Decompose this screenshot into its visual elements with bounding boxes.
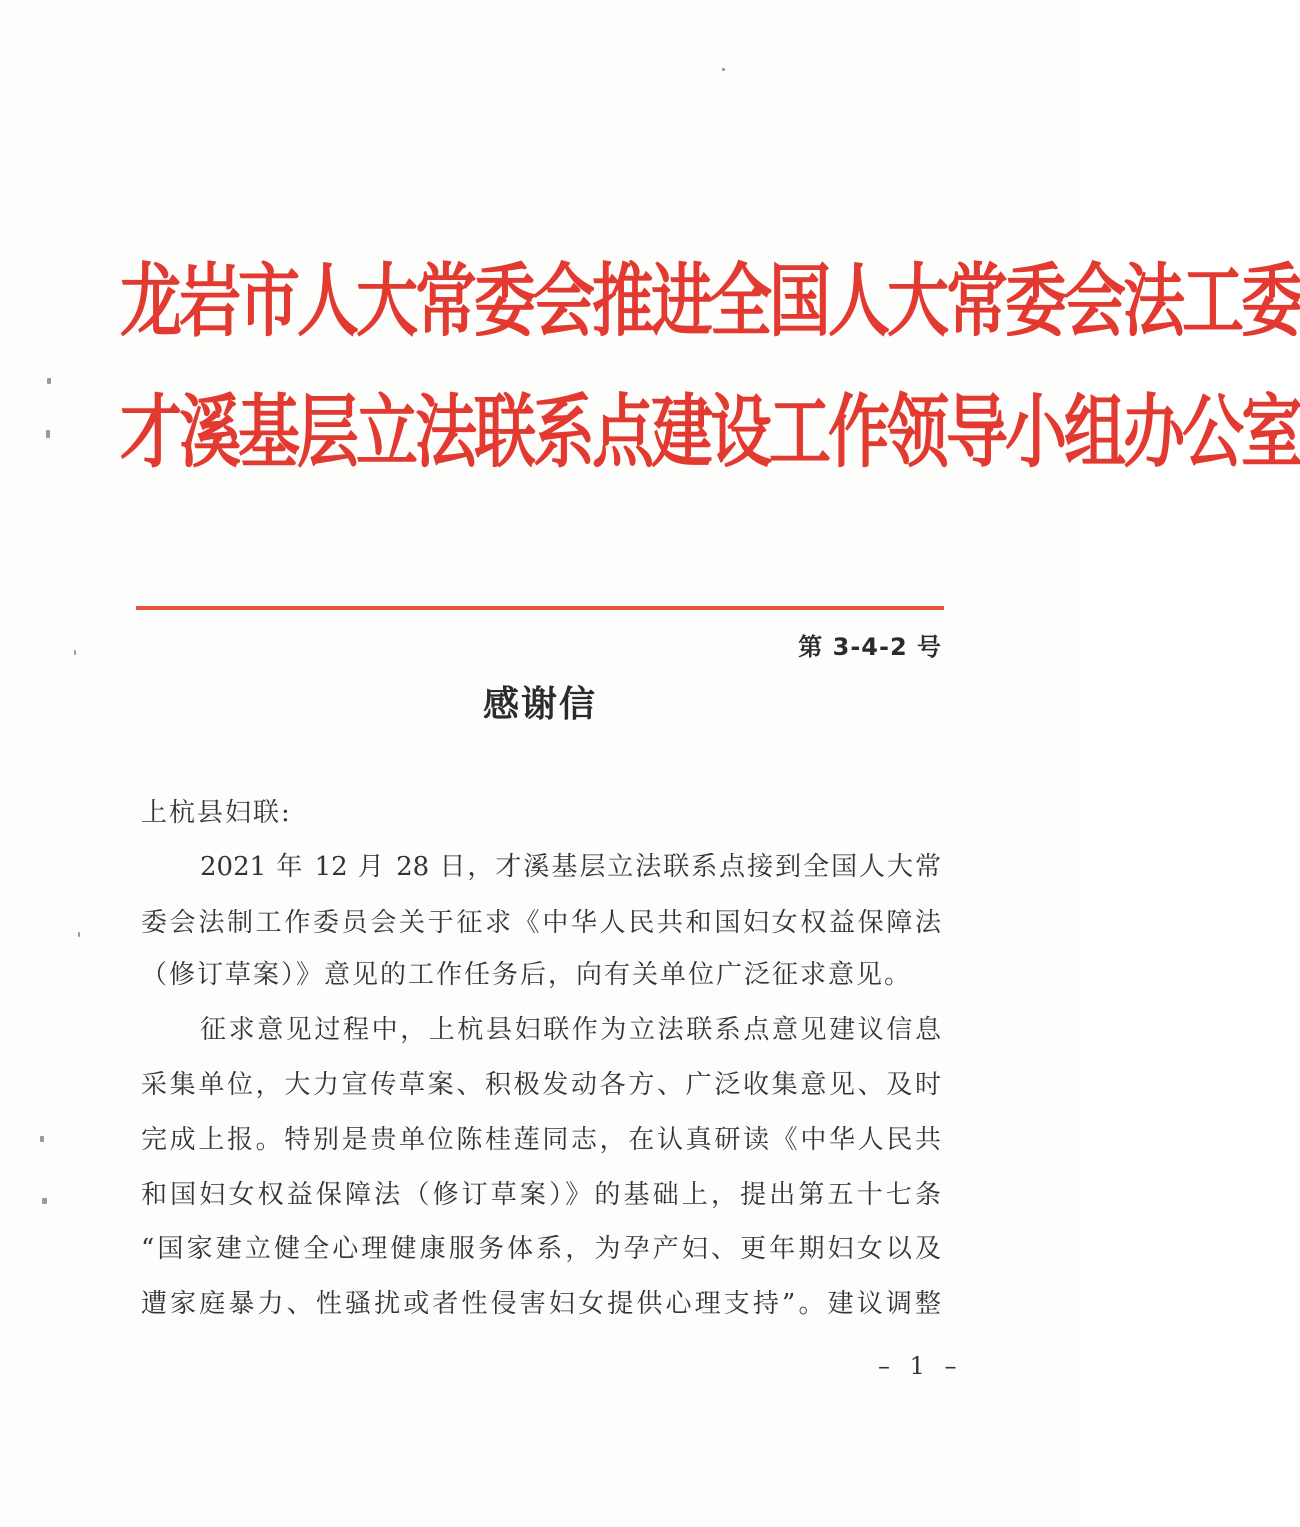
scan-speck <box>40 1136 44 1142</box>
paragraph-line: 委会法制工作委员会关于征求《中华人民共和国妇女权益保障法 <box>141 908 941 938</box>
scan-speck <box>42 1198 47 1204</box>
paragraph-line: “国家建立健全心理健康服务体系，为孕产妇、更年期妇女以及 <box>141 1234 941 1264</box>
paragraph-line: 遭家庭暴力、性骚扰或者性侵害妇女提供心理支持”。建议调整 <box>141 1289 941 1319</box>
paragraph-line: 和国妇女权益保障法（修订草案）》的基础上，提出第五十七条 <box>141 1180 941 1210</box>
page-number: – 1 – <box>878 1352 963 1380</box>
issuing-body-title-line-1: 龙岩市人大常委会推进全国人大常委会法工委 <box>120 254 1300 348</box>
issuing-body-title-line-2: 才溪基层立法联系点建设工作领导小组办公室 <box>120 385 1300 479</box>
scan-speck <box>46 430 50 438</box>
scan-speck <box>47 378 51 384</box>
paragraph-line: 2021 年 12 月 28 日，才溪基层立法联系点接到全国人大常 <box>200 852 941 882</box>
document-number: 第 3-4-2 号 <box>798 633 942 661</box>
red-divider-rule <box>136 606 944 610</box>
paragraph-line: 征求意见过程中，上杭县妇联作为立法联系点意见建议信息 <box>200 1015 941 1045</box>
paragraph-line: （修订草案）》意见的工作任务后，向有关单位广泛征求意见。 <box>141 960 913 990</box>
scan-speck <box>74 650 76 655</box>
document-title: 感谢信 <box>482 684 597 725</box>
scan-speck <box>78 932 80 937</box>
salutation: 上杭县妇联: <box>141 798 292 828</box>
paragraph-line: 采集单位，大力宣传草案、积极发动各方、广泛收集意见、及时 <box>141 1070 941 1100</box>
scan-speck <box>722 68 725 71</box>
paragraph-line: 完成上报。特别是贵单位陈桂莲同志，在认真研读《中华人民共 <box>141 1125 941 1155</box>
